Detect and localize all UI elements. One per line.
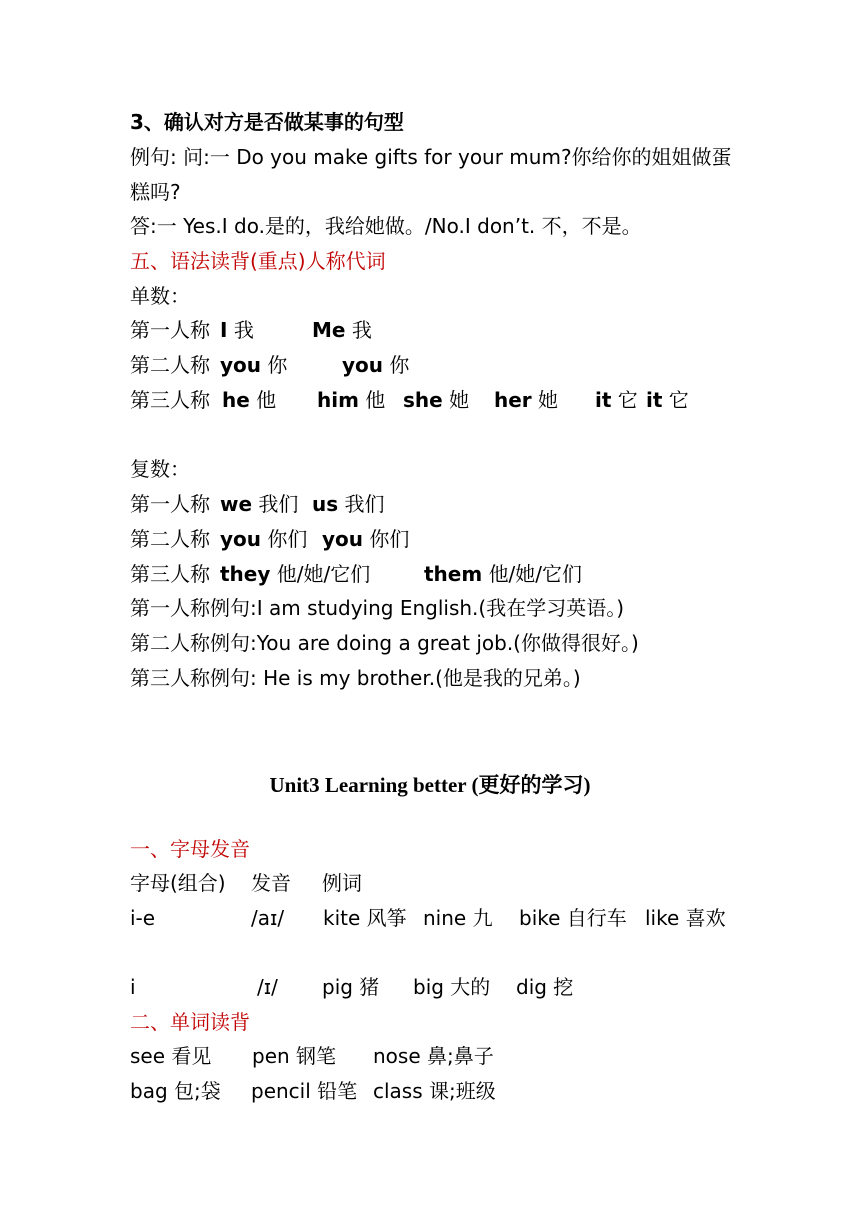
- person-label: 第三人称: [130, 562, 210, 586]
- pronoun-cn: 你们: [369, 527, 410, 551]
- plural-label: 复数：: [130, 457, 190, 481]
- vocab-word: pen 钢笔: [252, 1044, 337, 1068]
- example-word: dig 挖: [516, 975, 574, 999]
- pronoun-en: her: [494, 388, 532, 412]
- example-word: kite 风筝: [323, 906, 407, 930]
- pronoun-cn: 她: [538, 388, 559, 412]
- pronoun-cn: 他: [256, 388, 277, 412]
- phonics-letter: i: [130, 975, 136, 999]
- pronoun-cn: 他/她/它们: [488, 562, 583, 586]
- pronoun-cn: 我们: [344, 492, 385, 516]
- example-word: nine 九: [423, 906, 493, 930]
- unit-title-close: ): [583, 773, 591, 797]
- pronoun-en: you: [322, 527, 364, 551]
- pronoun-cn: 它: [668, 388, 689, 412]
- example-word: big 大的: [413, 975, 491, 999]
- phonics-sound: /ɪ/: [257, 975, 278, 999]
- pronoun-cn: 我们: [258, 492, 299, 516]
- person-label: 第二人称: [130, 353, 210, 377]
- pronoun-en: we: [220, 492, 253, 516]
- example-answer: 答:一 Yes.I do.是的，我给她做。/No.I don’t. 不，不是。: [130, 214, 642, 238]
- phonics-letter: i-e: [130, 906, 156, 930]
- phonics-sound: /aɪ/: [251, 906, 285, 930]
- vocab-word: nose 鼻;鼻子: [373, 1044, 494, 1068]
- unit-title-cn: 更好的学习: [478, 773, 584, 797]
- header-letter: 字母(组合): [130, 871, 226, 895]
- vocab-word: pencil 铅笔: [251, 1079, 358, 1103]
- example-question-line1: 例句: 问:一 Do you make gifts for your mum?你给你的姐姐做蛋: [130, 145, 732, 169]
- singular-first-person-row: [130, 317, 372, 343]
- singular-third-person-row: [130, 387, 689, 413]
- plural-second-person-row: [130, 526, 410, 552]
- header-sound: 发音: [251, 871, 291, 895]
- pronoun-cn: 我: [351, 318, 372, 342]
- pronoun-en: they: [220, 562, 271, 586]
- pronoun-en: he: [222, 388, 250, 412]
- vocab-heading: 二、单词读背: [130, 1010, 250, 1034]
- pronoun-cn: 她: [449, 388, 470, 412]
- pronoun-en: you: [342, 353, 384, 377]
- example-sentence-2: 第二人称例句:You are doing a great job.(你做得很好。): [130, 631, 639, 655]
- phonics-heading: 一、字母发音: [130, 837, 250, 861]
- pronoun-en: I: [220, 318, 228, 342]
- pronoun-cn: 我: [233, 318, 254, 342]
- pronoun-cn: 你们: [267, 527, 308, 551]
- person-label: 第三人称: [130, 388, 210, 412]
- singular-label: 单数：: [130, 284, 190, 308]
- pronoun-en: she: [403, 388, 443, 412]
- pronoun-cn: 你: [267, 353, 288, 377]
- vocab-word: see 看见: [130, 1044, 212, 1068]
- person-label: 第一人称: [130, 492, 210, 516]
- pronoun-en: it: [646, 388, 663, 412]
- pronoun-en: them: [424, 562, 483, 586]
- example-word: bike 自行车: [519, 906, 627, 930]
- plural-first-person-row: [130, 491, 385, 517]
- vocab-word: class 课;班级: [373, 1079, 496, 1103]
- person-label: 第二人称: [130, 527, 210, 551]
- pronoun-cn: 你: [389, 353, 410, 377]
- example-question-line2: 糕吗?: [130, 180, 181, 204]
- pronoun-en: Me: [312, 318, 346, 342]
- example-word: pig 猪: [322, 975, 380, 999]
- person-label: 第一人称: [130, 318, 210, 342]
- example-sentence-3: 第三人称例句: He is my brother.(他是我的兄弟。): [130, 666, 581, 690]
- unit-title-en: Unit3 Learning better (: [269, 773, 479, 797]
- grammar-heading: 五、语法读背(重点)人称代词: [130, 249, 386, 273]
- pronoun-en: him: [317, 388, 359, 412]
- example-sentence-1: 第一人称例句:I am studying English.(我在学习英语。): [130, 596, 625, 620]
- pronoun-en: it: [595, 388, 612, 412]
- singular-second-person-row: [130, 352, 410, 378]
- pronoun-cn: 它: [617, 388, 638, 412]
- pronoun-cn: 他/她/它们: [276, 562, 371, 586]
- plural-third-person-row: [130, 561, 583, 587]
- header-example: 例词: [322, 871, 362, 895]
- pronoun-en: us: [312, 492, 339, 516]
- pronoun-en: you: [220, 353, 262, 377]
- example-word: like 喜欢: [645, 906, 726, 930]
- vocab-word: bag 包;袋: [130, 1079, 221, 1103]
- section3-heading: 3、确认对方是否做某事的句型: [130, 110, 404, 134]
- pronoun-cn: 他: [365, 388, 386, 412]
- pronoun-en: you: [220, 527, 262, 551]
- unit-title: [0, 770, 860, 800]
